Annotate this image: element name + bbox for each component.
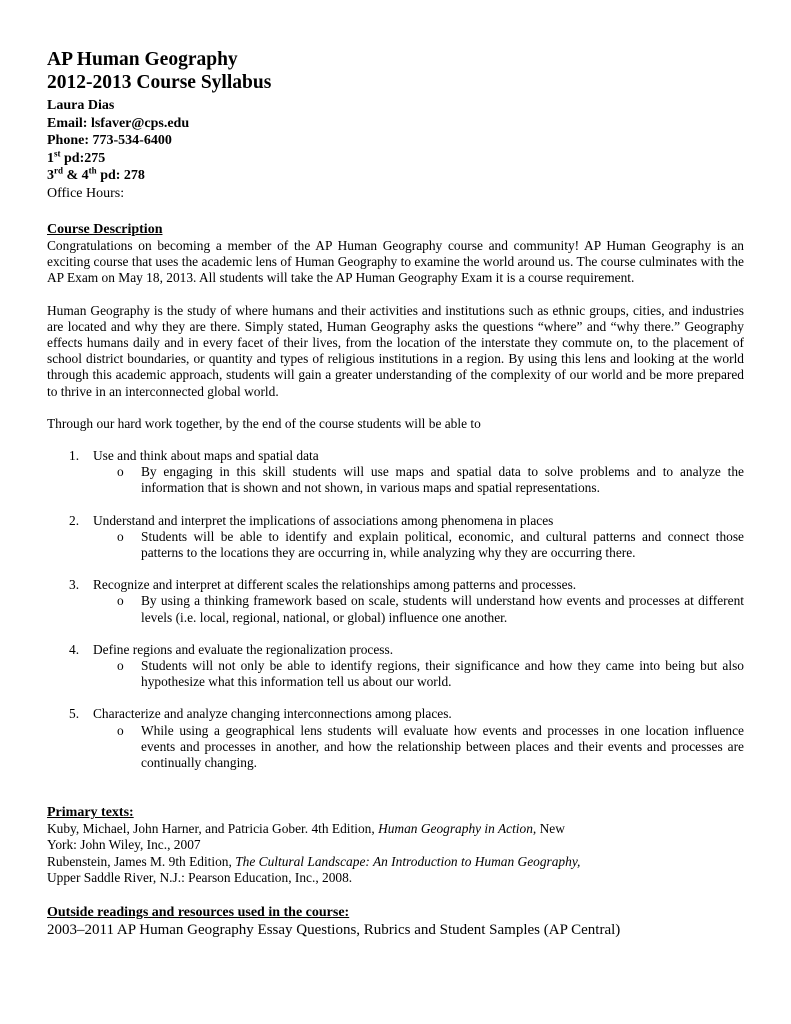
bullet-icon: o (117, 722, 124, 738)
office-hours: Office Hours: (47, 185, 125, 201)
item-text: Use and think about maps and spatial data (93, 448, 319, 464)
teacher-phone: Phone: 773-534-6400 (47, 133, 172, 148)
list-item (47, 577, 744, 626)
teacher-name: Laura Dias (47, 98, 115, 113)
outside-readings-heading: Outside readings and resources used in the course: (47, 905, 350, 921)
item-text: Define regions and evaluate the regionalization process. (93, 641, 394, 657)
list-item (47, 642, 744, 691)
item-number: 2. (69, 512, 80, 528)
item-detail: o By engaging in this skill students will use maps and spatial data to solve problems and to analyze the information that is shown and not shown, in various maps and spatial representations. (117, 464, 744, 496)
item-number: 1. (69, 448, 80, 464)
list-item (47, 706, 744, 771)
primary-texts-heading: Primary texts: (47, 805, 134, 821)
syllabus-title: 2012-2013 Course Syllabus (47, 72, 272, 93)
description-paragraph-1: Congratulations on becoming a member of the AP Human Geography course and community! AP Human Geography is an exciting course that uses the academic lens of Human Geography to examine the world around us. The course culminates with the AP Exam on May 18, 2013. All students will take the AP Human Geography Exam it is a course requirement. (47, 238, 744, 286)
description-paragraph-3: Through our hard work together, by the end of the course students will be able to (47, 415, 481, 431)
reference-2-publisher: Upper Saddle River, N.J.: Pearson Education, Inc., 2008. (47, 869, 353, 885)
period-3-4-room: 3rd & 4th pd: 278 (47, 165, 145, 183)
bullet-icon: o (117, 593, 124, 609)
outside-readings-section (47, 904, 744, 939)
outside-readings-text: 2003–2011 AP Human Geography Essay Questions, Rubrics and Student Samples (AP Central) (47, 922, 621, 939)
document-header (47, 48, 744, 202)
syllabus-page (47, 48, 744, 939)
item-number: 5. (69, 706, 80, 722)
item-number: 4. (69, 641, 80, 657)
item-text: Understand and interpret the implications of associations among phenomena in places (93, 512, 554, 528)
course-description-section (47, 221, 744, 432)
teacher-email: Email: lsfaver@cps.edu (47, 115, 190, 131)
reference-1: Kuby, Michael, John Harner, and Patricia Gober. 4th Edition, Human Geography in Action, New (47, 821, 565, 837)
item-number: 3. (69, 577, 80, 593)
item-detail: o While using a geographical lens students will evaluate how events and processes in one location influence events and processes in another, and how the relationship between places and their events and processes are continually changing. (117, 722, 744, 771)
objectives-list (47, 448, 744, 771)
item-detail: o Students will be able to identify and explain political, economic, and cultural patterns and connect those patterns to the locations they are occurring in, while analyzing why they are occurring there. (117, 528, 744, 561)
reference-2: Rubenstein, James M. 9th Edition, The Cultural Landscape: An Introduction to Human Geography, (47, 853, 581, 869)
item-text: Characterize and analyze changing interconnections among places. (93, 706, 452, 722)
description-paragraph-2: Human Geography is the study of where humans and their activities and institutions such as ethnic groups, cities, and industries are located and why they are there. Simply stated, Human Geography asks the questions “where” and “why there.” Geography effects humans daily and in every facet of their lives, from the location of the interstate they commute on, to the placement of school district boundaries, or quantity and types of religious institutions in a region. By using this lens and looking at the world through this academic approach, students will gain a greater understanding of the complexity of our world and be more prepared to thrive in an interconnected global world. (47, 302, 744, 399)
bullet-icon: o (117, 464, 124, 480)
item-detail: o By using a thinking framework based on scale, students will understand how events and processes at different levels (i.e. local, regional, national, or global) influence one another. (117, 593, 744, 625)
bullet-icon: o (117, 658, 124, 674)
list-item (47, 513, 744, 562)
period-1-room: 1st pd:275 (47, 147, 106, 166)
item-text: Recognize and interpret at different scales the relationships among patterns and processes. (93, 577, 577, 593)
primary-texts-section (47, 804, 744, 886)
reference-1-publisher: York: John Wiley, Inc., 2007 (47, 837, 201, 853)
course-description-heading: Course Description (47, 222, 163, 237)
bullet-icon: o (117, 528, 124, 544)
course-title: AP Human Geography (47, 49, 238, 70)
item-detail: o Students will not only be able to identify regions, their significance and how they came into being but also hypothesize what this information tell us about our world. (117, 658, 744, 690)
list-item (47, 448, 744, 497)
